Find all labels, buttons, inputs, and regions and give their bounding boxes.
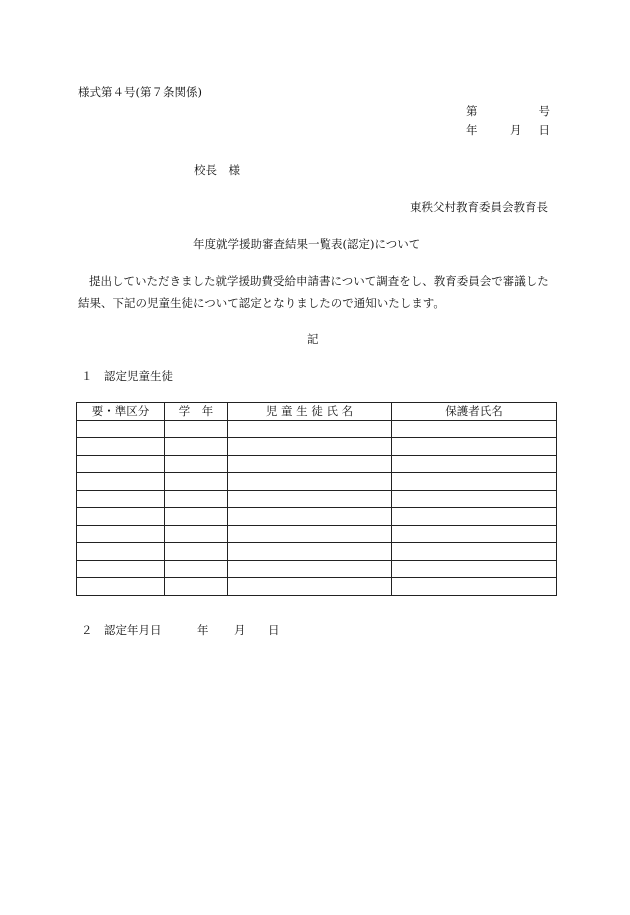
- sender: 東秩父村教育委員会教育長: [410, 200, 548, 214]
- addressee: 校長 様: [194, 163, 240, 177]
- body-paragraph: 提出していただきました就学援助費受給申請書について調査をし、教育委員会で審議した結果、下記の児童生徒について認定となりましたので通知いたします。: [78, 274, 549, 310]
- table-cell: [165, 578, 228, 596]
- table-row: [77, 490, 557, 508]
- table-cell: [228, 490, 392, 508]
- table-cell: [77, 438, 165, 456]
- section2-day: 日: [268, 623, 280, 637]
- table-cell: [228, 420, 392, 438]
- table-cell: [77, 455, 165, 473]
- table-row: [77, 578, 557, 596]
- document-number-dai: 第: [466, 104, 478, 118]
- table-cell: [228, 560, 392, 578]
- table-cell: [392, 543, 557, 561]
- table-cell: [165, 438, 228, 456]
- table-cell: [228, 525, 392, 543]
- table-row: [77, 543, 557, 561]
- table-cell: [392, 490, 557, 508]
- table-cell: [77, 578, 165, 596]
- table-cell: [77, 508, 165, 526]
- table-cell: [228, 543, 392, 561]
- table-row: [77, 560, 557, 578]
- table-cell: [77, 490, 165, 508]
- table-row: [77, 473, 557, 491]
- issue-date-month: 月: [510, 123, 522, 137]
- section1-heading: １ 認定児童生徒: [81, 369, 173, 383]
- subject-title: 年度就学援助審査結果一覧表(認定)について: [193, 237, 421, 251]
- table-row: [77, 438, 557, 456]
- header-guardian-name: 保護者氏名: [392, 403, 557, 421]
- issue-date-day: 日: [538, 123, 550, 137]
- form-number: 様式第４号(第７条関係): [78, 85, 202, 99]
- table-cell: [77, 543, 165, 561]
- table-cell: [392, 560, 557, 578]
- table-row: [77, 508, 557, 526]
- table-body: [77, 420, 557, 595]
- table-cell: [392, 455, 557, 473]
- table-cell: [392, 525, 557, 543]
- table-cell: [165, 560, 228, 578]
- section2-month: 月: [234, 623, 246, 637]
- table-cell: [392, 508, 557, 526]
- table-cell: [77, 420, 165, 438]
- table-cell: [165, 525, 228, 543]
- table-row: [77, 455, 557, 473]
- table-cell: [77, 560, 165, 578]
- table-cell: [165, 490, 228, 508]
- certified-students-table: [76, 402, 557, 596]
- table-cell: [392, 578, 557, 596]
- table-cell: [392, 420, 557, 438]
- table-cell: [228, 438, 392, 456]
- table-cell: [165, 420, 228, 438]
- table-cell: [228, 578, 392, 596]
- table-cell: [228, 473, 392, 491]
- header-student-name: 児 童 生 徒 氏 名: [228, 403, 392, 421]
- ki-heading: 記: [307, 332, 319, 346]
- header-category: 要・準区分: [77, 403, 165, 421]
- table-cell: [165, 508, 228, 526]
- table-cell: [228, 455, 392, 473]
- issue-date-year: 年: [466, 123, 478, 137]
- table-row: [77, 420, 557, 438]
- table-cell: [228, 508, 392, 526]
- table-cell: [165, 455, 228, 473]
- section2-label: ２ 認定年月日: [81, 623, 162, 637]
- table-cell: [392, 473, 557, 491]
- header-grade: 学 年: [165, 403, 228, 421]
- table-header-row: [77, 403, 557, 421]
- table-cell: [165, 473, 228, 491]
- table-row: [77, 525, 557, 543]
- table-cell: [392, 438, 557, 456]
- table-cell: [77, 473, 165, 491]
- document-number-go: 号: [538, 104, 550, 118]
- table-cell: [77, 525, 165, 543]
- section2-year: 年: [197, 623, 209, 637]
- table-cell: [165, 543, 228, 561]
